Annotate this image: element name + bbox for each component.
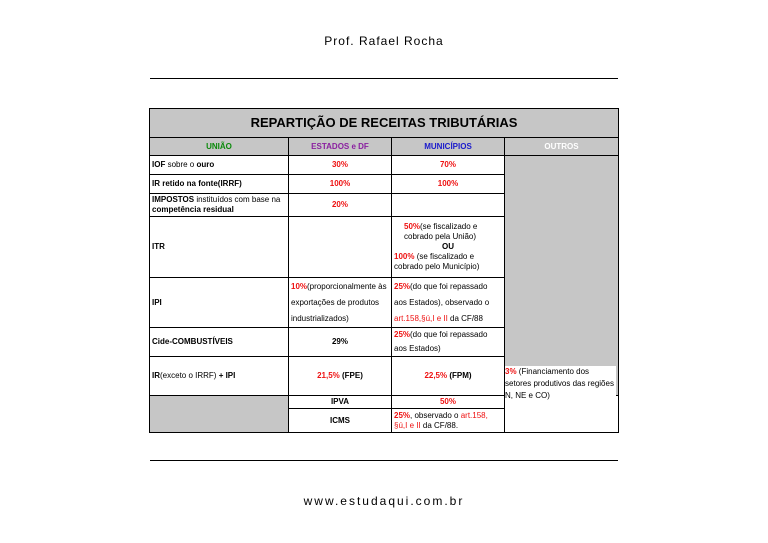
table-title: REPARTIÇÃO DE RECEITAS TRIBUTÁRIAS (150, 109, 619, 138)
impostos-estados: 20% (289, 194, 392, 217)
ir-ipi-label: IR(exceto o IRRF) + IPI (150, 357, 289, 396)
top-divider (150, 78, 618, 79)
website-footer: www.estudaqui.com.br (303, 494, 465, 508)
bottom-divider (150, 460, 618, 461)
irrf-estados: 100% (289, 175, 392, 194)
itr-or: OU (442, 242, 454, 251)
itr-label: ITR (150, 217, 289, 278)
ipi-municipios: 25%(do que foi repassado aos Estados), observado o art.158,§ú,I e II da CF/88 (392, 278, 505, 328)
table-row (150, 156, 619, 175)
irrf-label: IR retido na fonte(IRRF) (150, 175, 289, 194)
itr-municipios: 50%(se fiscalizado e cobrado pela União) OU 100% (se fiscalizado e cobrado pelo Município) (392, 217, 505, 278)
author-header: Prof. Rafael Rocha (324, 34, 444, 48)
iof-estados: 30% (289, 156, 392, 175)
cide-label: Cide-COMBUSTÍVEIS (150, 328, 289, 357)
iof-municipios: 70% (392, 156, 505, 175)
ipva-label: IPVA (289, 396, 392, 409)
header-municipios: MUNICÍPIOS (392, 138, 505, 156)
header-uniao: UNIÃO (150, 138, 289, 156)
ir-ipi-municipios: 22,5% (FPM) (392, 357, 505, 396)
icms-municipios: 25%, observado o art.158, §ú,I e II da CF/88. (392, 409, 505, 433)
ipi-label: IPI (150, 278, 289, 328)
impostos-municipios (392, 194, 505, 217)
impostos-label: IMPOSTOS instituídos com base na competência residual (150, 194, 289, 217)
irrf-municipios: 100% (392, 175, 505, 194)
cide-estados: 29% (289, 328, 392, 357)
ipi-estados: 10%(proporcionalmente às exportações de produtos industrializados) (289, 278, 392, 328)
cide-municipios: 25%(do que foi repassado aos Estados) (392, 328, 505, 357)
header-estados: ESTADOS e DF (289, 138, 392, 156)
ir-ipi-estados: 21,5% (FPE) (289, 357, 392, 396)
ir-ipi-outros-note: 3% (Financiamento dos setores produtivos das regiões N, NE e CO) (505, 366, 616, 402)
outros-empty-cell (505, 156, 619, 396)
itr-estados (289, 217, 392, 278)
iof-label: IOF sobre o ouro (150, 156, 289, 175)
icms-label: ICMS (289, 409, 392, 433)
header-outros: OUTROS (505, 138, 619, 156)
uniao-empty-cell (150, 396, 289, 433)
ipva-municipios: 50% (392, 396, 505, 409)
